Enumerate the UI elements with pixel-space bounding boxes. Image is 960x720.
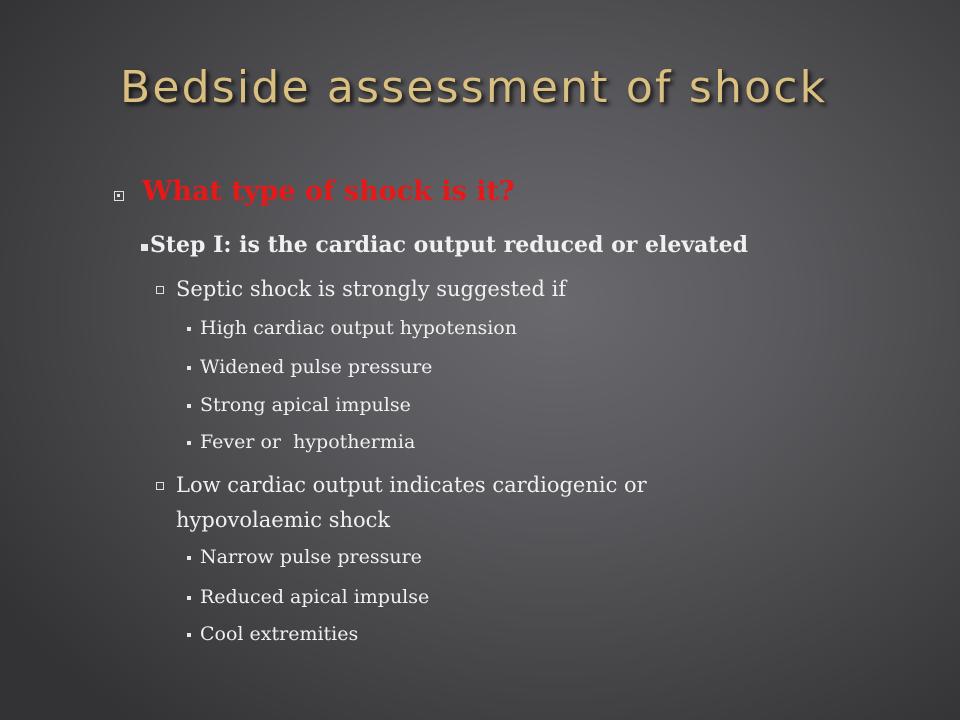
list-item bbox=[187, 546, 687, 572]
list-item-text: Cool extremities bbox=[200, 623, 359, 645]
list-item-text: Narrow pulse pressure bbox=[200, 546, 422, 568]
hollow-square-bullet-icon bbox=[156, 286, 164, 294]
list-item-text: Reduced apical impulse bbox=[200, 586, 430, 608]
list-item bbox=[187, 356, 687, 382]
small-square-bullet-icon bbox=[187, 633, 191, 637]
bullet-row-question bbox=[114, 176, 814, 212]
step-one-text: Step I: is the cardiac output reduced or elevated bbox=[150, 232, 748, 258]
list-item bbox=[187, 623, 687, 649]
small-square-bullet-icon bbox=[187, 596, 191, 600]
bullet-row-low-output bbox=[156, 473, 856, 535]
small-square-bullet-icon bbox=[187, 404, 191, 408]
slide-title: Bedside assessment of shock bbox=[120, 62, 828, 113]
small-square-bullet-icon bbox=[187, 441, 191, 445]
bullet-row-step-one bbox=[141, 232, 861, 262]
bullet-row-septic bbox=[156, 277, 756, 305]
list-item-text: High cardiac output hypotension bbox=[200, 317, 517, 339]
square-bullet-icon bbox=[114, 191, 124, 201]
hollow-square-bullet-icon bbox=[156, 482, 164, 490]
small-square-bullet-icon bbox=[187, 556, 191, 560]
list-item-text: Strong apical impulse bbox=[200, 394, 411, 416]
list-item bbox=[187, 586, 687, 612]
list-item bbox=[187, 317, 687, 343]
filled-square-bullet-icon bbox=[141, 244, 148, 251]
list-item-text: Widened pulse pressure bbox=[200, 356, 433, 378]
list-item bbox=[187, 394, 687, 420]
septic-text: Septic shock is strongly suggested if bbox=[176, 277, 567, 301]
small-square-bullet-icon bbox=[187, 366, 191, 370]
question-heading: What type of shock is it? bbox=[142, 176, 515, 207]
low-output-text-line1: Low cardiac output indicates cardiogenic or bbox=[176, 473, 647, 497]
list-item bbox=[187, 431, 687, 457]
list-item-text: Fever or hypothermia bbox=[200, 431, 416, 453]
low-output-text-line2: hypovolaemic shock bbox=[176, 508, 391, 532]
small-square-bullet-icon bbox=[187, 327, 191, 331]
